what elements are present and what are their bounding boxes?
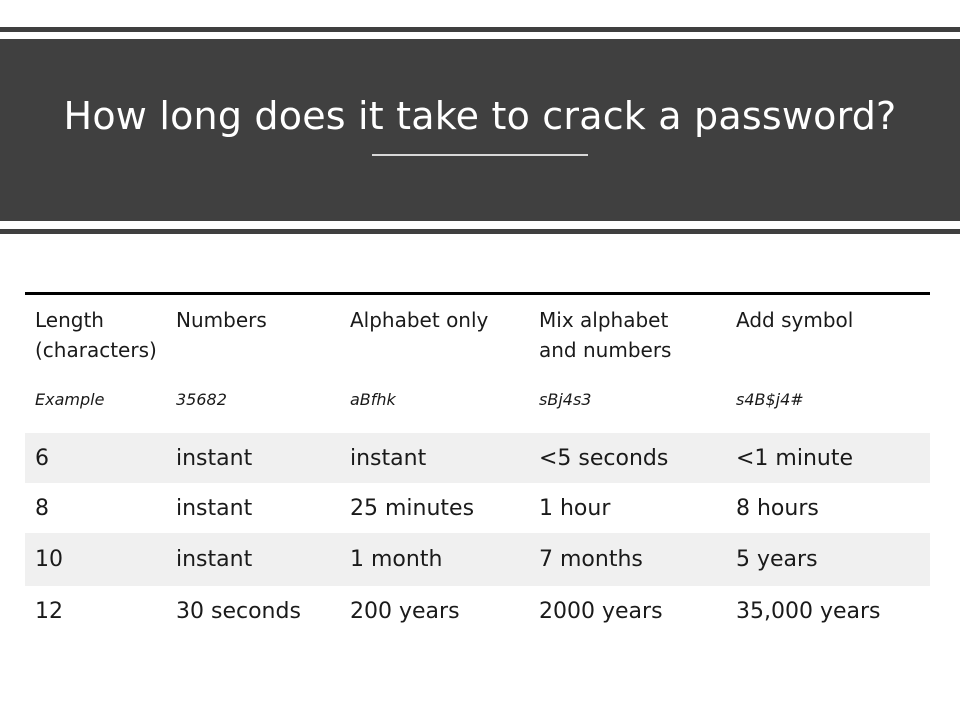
header-numbers: [166, 295, 340, 365]
example-cell: s4B$j4#: [736, 389, 804, 409]
table-cell: 6: [25, 433, 166, 483]
crack-time-table: [25, 295, 930, 636]
header-row: [25, 295, 930, 365]
table-cell: 8: [35, 495, 49, 521]
table-cell: instant: [166, 433, 340, 483]
table-cell: <5 seconds: [529, 433, 726, 483]
table-cell: 7 months: [529, 533, 726, 586]
title-underline: [372, 154, 588, 156]
table-cell: 1 hour: [539, 495, 611, 521]
table-row: [25, 533, 930, 586]
top-rule: [0, 27, 960, 32]
slide-title: How long does it take to crack a password?: [63, 94, 897, 138]
table-cell: 12: [35, 598, 63, 624]
table-cell: 200 years: [350, 598, 460, 624]
bottom-rule: [0, 229, 960, 234]
header-mix-line2: and numbers: [539, 338, 672, 362]
table-cell: 10: [25, 533, 166, 586]
table-cell: <1 minute: [726, 433, 930, 483]
header-alphabet-only: [340, 295, 529, 365]
table-row: [25, 433, 930, 483]
header-mix: [529, 295, 726, 365]
example-row: [25, 365, 930, 433]
example-cell: aBfhk: [350, 389, 396, 409]
example-cell: sBj4s3: [539, 389, 592, 409]
header-length-line1: Length: [35, 308, 104, 332]
header-add-symbol-text: Add symbol: [736, 308, 854, 332]
example-label: Example: [35, 389, 105, 409]
header-mix-line1: Mix alphabet: [539, 308, 669, 332]
table-cell: 35,000 years: [736, 598, 881, 624]
table-cell: 2000 years: [539, 598, 663, 624]
table-cell: instant: [340, 433, 529, 483]
table-cell: 8 hours: [736, 495, 819, 521]
header-add-symbol: [726, 295, 930, 365]
table-row: [25, 483, 930, 533]
password-crack-table: [25, 292, 930, 636]
table-cell: instant: [166, 533, 340, 586]
table-cell: 25 minutes: [350, 495, 475, 521]
table-cell: 5 years: [726, 533, 930, 586]
table-cell: instant: [176, 495, 253, 521]
header-alphabet-only-text: Alphabet only: [350, 308, 489, 332]
header-length: [25, 295, 166, 365]
header-length-line2: (characters): [35, 338, 157, 362]
example-cell: 35682: [176, 389, 227, 409]
table-cell: 1 month: [340, 533, 529, 586]
header-numbers-text: Numbers: [176, 308, 267, 332]
table-cell: 30 seconds: [176, 598, 301, 624]
table-row: [25, 586, 930, 636]
